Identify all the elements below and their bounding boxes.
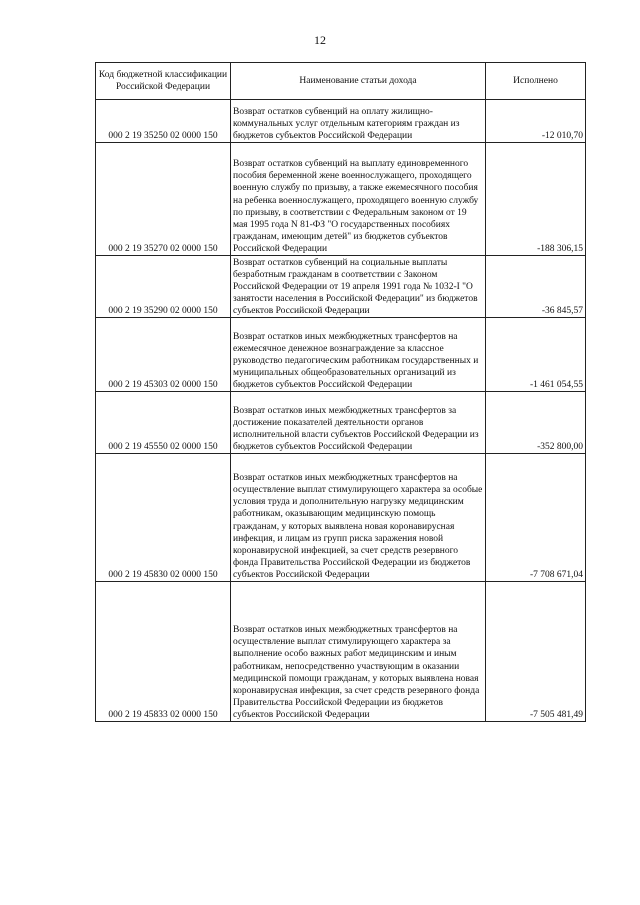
row-amount: -1 461 054,55 (486, 318, 586, 392)
row-amount: -7 505 481,49 (486, 582, 586, 722)
row-code: 000 2 19 35290 02 0000 150 (96, 256, 231, 318)
row-code: 000 2 19 45550 02 0000 150 (96, 392, 231, 454)
table-row (96, 454, 586, 582)
table-header-row (96, 63, 586, 100)
row-name: Возврат остатков субвенций на социальные выплаты безработным гражданам в соответствии с Законом Российской Федерации от 19 апреля 1991 года № 1032-I "О занятости населения в Российской Федерации" из бюджетов субъектов Российской Федерации (231, 256, 486, 318)
table-row (96, 582, 586, 722)
table-row (96, 256, 586, 318)
row-name: Возврат остатков иных межбюджетных трансфертов на осуществление выплат стимулирующего характера за особые условия труда и дополнительную нагрузку медицинским работникам, оказывающим медицинскую помощь гражданам, у которых выявлена новая коронавирусная инфекция, и лицам из групп риска заражения новой коронавирусной инфекцией, за счет средств резервного фонда Правительства Российской Федерации из бюджетов субъектов Российской Федерации (231, 454, 486, 582)
page-number: 12 (314, 33, 326, 47)
row-name: Возврат остатков иных межбюджетных трансфертов на ежемесячное денежное вознаграждение за классное руководство педагогическим работникам государственных и муниципальных общеобразовательных организаций из бюджетов субъектов Российской Федерации (231, 318, 486, 392)
header-code: Код бюджетной классификации Российской Федерации (96, 63, 231, 100)
row-name: Возврат остатков субвенций на оплату жилищно-коммунальных услуг отдельным категориям граждан из бюджетов субъектов Российской Федерации (231, 100, 486, 143)
row-amount: -7 708 671,04 (486, 454, 586, 582)
table-row (96, 318, 586, 392)
row-code: 000 2 19 45830 02 0000 150 (96, 454, 231, 582)
row-amount: -12 010,70 (486, 100, 586, 143)
row-name: Возврат остатков субвенций на выплату единовременного пособия беременной жене военнослужащего, проходящего военную службу по призыву, а также ежемесячного пособия на ребенка военнослужащего, проходящего военную службу по призыву, в соответствии с Федеральным законом от 19 мая 1995 года N 81-ФЗ "О государственных пособиях гражданам, имеющим детей" из бюджетов субъектов Российской Федерации (231, 143, 486, 256)
row-amount: -352 800,00 (486, 392, 586, 454)
header-name: Наименование статьи дохода (231, 63, 486, 100)
header-executed: Исполнено (486, 63, 586, 100)
table-row (96, 392, 586, 454)
row-amount: -188 306,15 (486, 143, 586, 256)
table-row (96, 143, 586, 256)
row-name: Возврат остатков иных межбюджетных трансфертов на осуществление выплат стимулирующего характера за выполнение особо важных работ медицинским и иным работникам, непосредственно участвующим в оказании медицинской помощи гражданам, у которых выявлена новая коронавирусная инфекция, за счет средств резервного фонда Правительства Российской Федерации из бюджетов субъектов Российской Федерации (231, 582, 486, 722)
budget-revenue-table (95, 62, 586, 722)
row-code: 000 2 19 45833 02 0000 150 (96, 582, 231, 722)
row-amount: -36 845,57 (486, 256, 586, 318)
table-row (96, 100, 586, 143)
row-code: 000 2 19 35250 02 0000 150 (96, 100, 231, 143)
row-code: 000 2 19 45303 02 0000 150 (96, 318, 231, 392)
row-code: 000 2 19 35270 02 0000 150 (96, 143, 231, 256)
row-name: Возврат остатков иных межбюджетных трансфертов за достижение показателей деятельности органов исполнительной власти субъектов Российской Федерации из бюджетов субъектов Российской Федерации (231, 392, 486, 454)
